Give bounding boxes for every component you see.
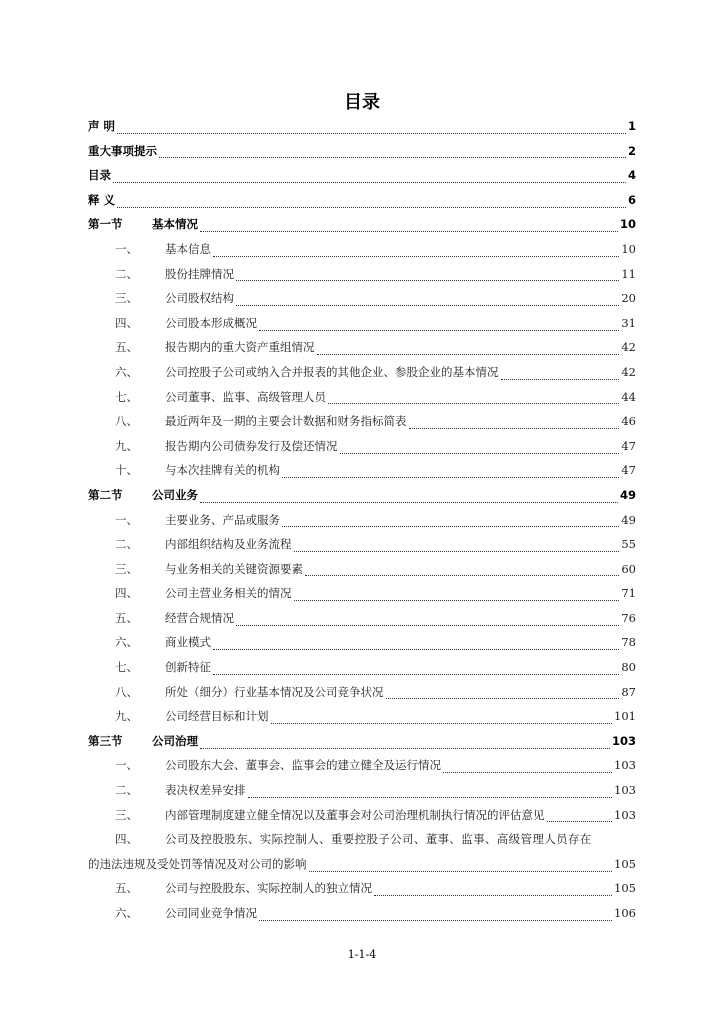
toc-entry-title: 公司董事、监事、高级管理人员 (165, 389, 326, 404)
toc-leader-dots (213, 674, 619, 675)
toc-entry[interactable] (88, 241, 636, 266)
toc-leader-dots (374, 895, 612, 896)
toc-entry-number: 四、 (115, 315, 138, 330)
toc-leader-dots (117, 133, 626, 134)
toc-entry-number: 八、 (115, 414, 138, 429)
toc-entry-number: 七、 (115, 389, 138, 404)
toc-leader-dots (159, 157, 626, 158)
toc-page-number: 49 (619, 487, 636, 502)
toc-leader-dots (305, 575, 619, 576)
toc-page-number: 103 (614, 783, 636, 798)
toc-page-number: 80 (621, 660, 636, 675)
toc-entry[interactable] (88, 266, 636, 291)
toc-page-number: 4 (627, 168, 636, 183)
toc-entry-title: 的违法违规及受处罚等情况及对公司的影响 (88, 856, 307, 871)
toc-leader-dots (113, 182, 626, 183)
toc-entry-title: 创新特征 (165, 660, 211, 675)
toc-entry-number: 五、 (115, 340, 138, 355)
toc-entry-number: 十、 (115, 463, 138, 478)
toc-page-number: 71 (621, 586, 636, 601)
toc-page-number: 105 (614, 881, 636, 896)
toc-entry-title: 与业务相关的关键资源要素 (165, 561, 303, 576)
table-of-contents (88, 118, 636, 930)
toc-leader-dots (236, 305, 619, 306)
toc-page-number: 11 (621, 266, 636, 281)
toc-entry-number: 三、 (115, 561, 138, 576)
toc-leader-dots (248, 797, 613, 798)
toc-entry-number: 三、 (115, 291, 138, 306)
toc-page-number: 10 (621, 241, 636, 256)
toc-entry-title: 公司股权结构 (165, 291, 234, 306)
toc-entry[interactable] (88, 339, 636, 364)
toc-entry-number: 第二节 (88, 487, 123, 502)
toc-leader-dots (117, 207, 626, 208)
toc-page-number: 10 (619, 217, 636, 232)
toc-entry-title: 内部组织结构及业务流程 (165, 537, 292, 552)
toc-entry[interactable] (88, 733, 636, 758)
toc-entry[interactable] (88, 413, 636, 438)
toc-entry[interactable] (88, 634, 636, 659)
toc-entry-title: 声 明 (88, 119, 116, 133)
toc-entry[interactable] (88, 118, 636, 143)
toc-entry-title: 释 义 (88, 192, 116, 207)
toc-entry-number: 八、 (115, 684, 138, 699)
toc-entry-title: 报告期内公司债券发行及偿还情况 (165, 438, 338, 453)
toc-entry-number: 四、 (115, 832, 138, 847)
toc-page-number: 60 (621, 561, 636, 576)
toc-page-number: 2 (627, 143, 636, 158)
toc-entry-number: 二、 (115, 537, 138, 552)
toc-leader-dots (340, 453, 620, 454)
toc-entry-title: 公司主营业务相关的情况 (165, 586, 292, 601)
toc-page-number: 78 (621, 635, 636, 650)
toc-entry[interactable] (88, 487, 636, 512)
toc-page-number: 76 (621, 610, 636, 625)
toc-leader-dots (294, 551, 620, 552)
toc-leader-dots (409, 428, 620, 429)
toc-leader-dots (259, 330, 619, 331)
toc-entry-number: 一、 (115, 241, 138, 256)
toc-entry[interactable] (88, 831, 636, 856)
toc-entry-number: 二、 (115, 783, 138, 798)
toc-entry-title: 公司同业竞争情况 (165, 906, 257, 920)
toc-page-number: 49 (621, 512, 636, 527)
toc-entry[interactable] (88, 315, 636, 340)
toc-page-number: 47 (621, 463, 636, 478)
toc-entry[interactable] (88, 438, 636, 463)
toc-entry[interactable] (88, 512, 636, 537)
toc-page-number: 47 (621, 438, 636, 453)
toc-page-number: 103 (611, 733, 636, 748)
toc-entry[interactable] (88, 708, 636, 733)
toc-entry[interactable] (88, 856, 636, 881)
toc-page-number: 6 (627, 192, 636, 207)
toc-entry-title: 目录 (88, 168, 111, 183)
page-title: 目录 (344, 92, 380, 113)
toc-page-number: 42 (621, 364, 636, 379)
toc-entry-number: 六、 (115, 364, 138, 379)
toc-entry[interactable] (88, 905, 636, 930)
toc-page-number: 42 (621, 340, 636, 355)
toc-leader-dots (282, 477, 619, 478)
toc-leader-dots (386, 698, 620, 699)
toc-entry[interactable] (88, 364, 636, 389)
toc-entry-title: 公司控股子公司或纳入合并报表的其他企业、参股企业的基本情况 (165, 364, 499, 379)
toc-entry[interactable] (88, 192, 636, 217)
toc-entry-title: 基本信息 (165, 241, 211, 256)
toc-entry[interactable] (88, 167, 636, 192)
toc-entry[interactable] (88, 536, 636, 561)
toc-entry-title: 经营合规情况 (165, 610, 234, 625)
toc-page-number: 31 (621, 315, 636, 330)
toc-entry-title: 公司业务 (152, 487, 198, 502)
toc-entry[interactable] (88, 684, 636, 709)
toc-page-number: 106 (614, 906, 636, 920)
toc-entry-title: 重大事项提示 (88, 143, 157, 158)
toc-entry-title: 公司与控股股东、实际控制人的独立情况 (165, 881, 372, 896)
toc-entry[interactable] (88, 389, 636, 414)
toc-page-number: 20 (621, 291, 636, 306)
toc-entry-title: 表决权差异安排 (165, 783, 246, 798)
toc-entry[interactable] (88, 585, 636, 610)
toc-leader-dots (213, 649, 619, 650)
toc-entry[interactable] (88, 290, 636, 315)
toc-entry-number: 六、 (115, 906, 138, 920)
toc-entry-number: 七、 (115, 660, 138, 675)
toc-leader-dots (547, 821, 613, 822)
toc-leader-dots (501, 379, 620, 380)
toc-leader-dots (200, 502, 618, 503)
toc-leader-dots (200, 231, 618, 232)
toc-leader-dots (294, 600, 620, 601)
toc-leader-dots (259, 920, 612, 921)
toc-entry[interactable] (88, 462, 636, 487)
page-number-footer: 1-1-4 (347, 948, 377, 961)
toc-entry-number: 九、 (115, 438, 138, 453)
toc-entry-number: 五、 (115, 610, 138, 625)
toc-leader-dots (328, 403, 619, 404)
toc-entry-number: 一、 (115, 512, 138, 527)
toc-entry-number: 五、 (115, 881, 138, 896)
toc-entry-title: 公司经营目标和计划 (165, 709, 269, 724)
toc-entry[interactable] (88, 561, 636, 586)
toc-entry-number: 九、 (115, 709, 138, 724)
toc-entry[interactable] (88, 782, 636, 807)
toc-entry[interactable] (88, 807, 636, 832)
toc-entry[interactable] (88, 659, 636, 684)
toc-entry-title: 基本情况 (152, 217, 198, 232)
toc-entry[interactable] (88, 143, 636, 168)
toc-entry-number: 四、 (115, 586, 138, 601)
toc-page-number: 101 (614, 709, 636, 724)
toc-entry-number: 六、 (115, 635, 138, 650)
toc-leader-dots (317, 354, 620, 355)
toc-leader-dots (271, 723, 613, 724)
toc-page-number: 46 (621, 414, 636, 429)
toc-page-number: 103 (614, 807, 636, 822)
toc-leader-dots (282, 526, 619, 527)
toc-entry-number: 二、 (115, 266, 138, 281)
toc-entry-title: 商业模式 (165, 635, 211, 650)
toc-entry-title: 主要业务、产品或服务 (165, 512, 280, 527)
toc-leader-dots (443, 772, 612, 773)
toc-leader-dots (200, 748, 610, 749)
toc-entry[interactable] (88, 880, 636, 905)
toc-entry-number: 三、 (115, 807, 138, 822)
toc-page-number: 105 (614, 856, 636, 871)
toc-entry[interactable] (88, 216, 636, 241)
toc-leader-dots (213, 256, 619, 257)
toc-page-number: 55 (621, 537, 636, 552)
toc-entry[interactable] (88, 757, 636, 782)
toc-entry-title: 内部管理制度建立健全情况以及董事会对公司治理机制执行情况的评估意见 (165, 807, 545, 822)
toc-entry-title: 股份挂牌情况 (165, 266, 234, 281)
toc-entry-number: 第一节 (88, 217, 123, 232)
toc-page-number: 103 (614, 758, 636, 773)
toc-leader-dots (236, 280, 619, 281)
toc-entry-title: 所处（细分）行业基本情况及公司竞争状况 (165, 684, 384, 699)
toc-entry-title: 最近两年及一期的主要会计数据和财务指标简表 (165, 414, 407, 429)
toc-entry-title: 报告期内的重大资产重组情况 (165, 340, 315, 355)
toc-entry-title: 公司治理 (152, 733, 198, 748)
toc-leader-dots (309, 871, 613, 872)
toc-entry-number: 一、 (115, 758, 138, 773)
toc-page-number: 1 (627, 119, 636, 133)
toc-page-number: 44 (621, 389, 636, 404)
toc-entry-title: 公司股东大会、董事会、监事会的建立健全及运行情况 (165, 758, 441, 773)
toc-entry[interactable] (88, 610, 636, 635)
toc-entry-title: 公司股本形成概况 (165, 315, 257, 330)
toc-entry-number: 第三节 (88, 733, 123, 748)
toc-entry-title: 公司及控股股东、实际控制人、重要控股子公司、董事、监事、高级管理人员存在 (165, 832, 592, 847)
toc-leader-dots (236, 625, 619, 626)
toc-page-number: 87 (621, 684, 636, 699)
toc-entry-title: 与本次挂牌有关的机构 (165, 463, 280, 478)
